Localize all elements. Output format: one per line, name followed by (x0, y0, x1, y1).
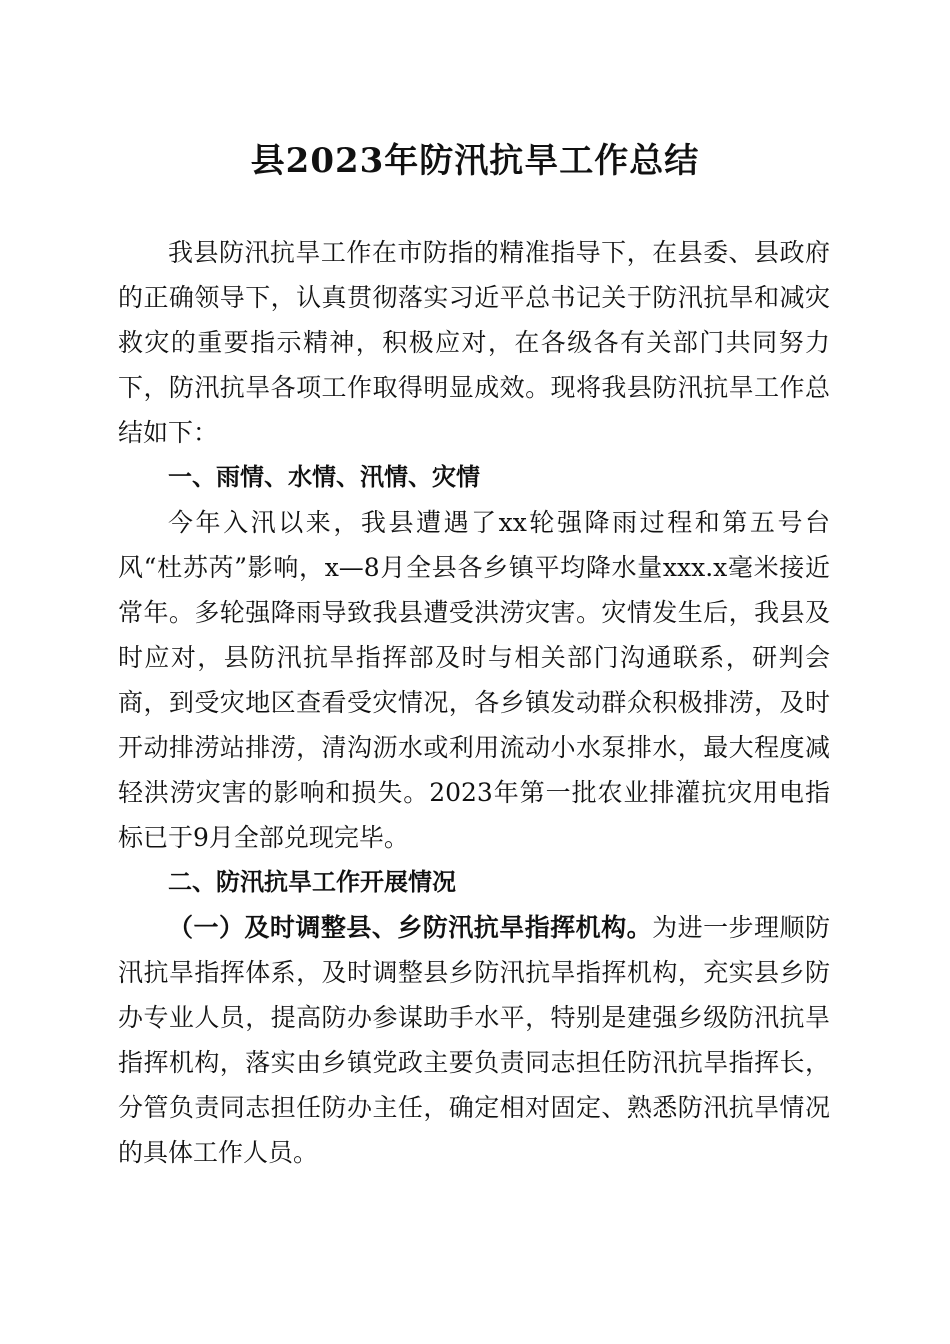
document-title: 县2023年防汛抗旱工作总结 (250, 141, 700, 181)
document-body (118, 230, 830, 1175)
section-2-heading: 二、防汛抗旱工作开展情况 (168, 868, 456, 896)
section-1-heading: 一、雨情、水情、汛情、灾情 (168, 463, 480, 491)
section-2-item-1-text: 为进一步理顺防汛抗旱指挥体系，及时调整县乡防汛抗旱指挥机构，充实县乡防办专业人员，提高防办参谋助手水平，特别是建强乡级防汛抗旱指挥机构，落实由乡镇党政主要负责同志担任防汛抗旱指挥长，分管负责同志担任防办主任，确定相对固定、熟悉防汛抗旱情况的具体工作人员。 (118, 913, 830, 1167)
section-2-item-1-label: （一）及时调整县、乡防汛抗旱指挥机构。 (168, 913, 653, 942)
section-1-paragraph: 今年入汛以来，我县遭遇了xx轮强降雨过程和第五号台风“杜苏芮”影响，x—8月全县各乡镇平均降水量xxx.x毫米接近常年。多轮强降雨导致我县遭受洪涝灾害。灾情发生后，我县及时应对，县防汛抗旱指挥部及时与相关部门沟通联系，研判会商，到受灾地区查看受灾情况，各乡镇发动群众积极排涝，及时开动排涝站排涝，清沟沥水或利用流动小水泵排水，最大程度减轻洪涝灾害的影响和损失。2023年第一批农业排灌抗灾用电指标已于9月全部兑现完毕。 (118, 508, 830, 852)
intro-paragraph: 我县防汛抗旱工作在市防指的精准指导下，在县委、县政府的正确领导下，认真贯彻落实习近平总书记关于防汛抗旱和减灾救灾的重要指示精神，积极应对，在各级各有关部门共同努力下，防汛抗旱各项工作取得明显成效。现将我县防汛抗旱工作总结如下： (118, 238, 830, 447)
section-2-item-1-paragraph (118, 905, 830, 1175)
